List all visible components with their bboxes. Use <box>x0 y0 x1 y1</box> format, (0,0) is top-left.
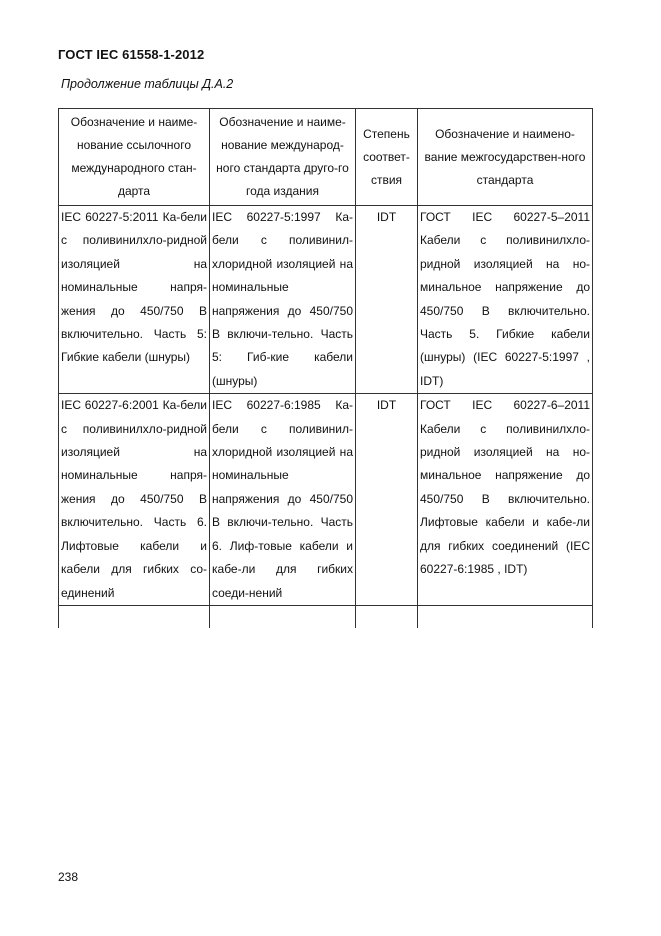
table-header-row <box>59 109 593 206</box>
document-code: ГОСТ IEC 61558-1-2012 <box>58 47 205 62</box>
interstate-standard-text: ГОСТ IEC 60227-5–2011 Кабели с поливинилхло-ридной изоляцией на но-минальное напряжение до 450/750 В включительно. Часть 5. Гибкие кабели (шнуры) <box>420 210 590 365</box>
table-row-empty <box>59 605 593 628</box>
interstate-standard-text: ГОСТ IEC 60227-6–2011 Кабели с поливинилхло-ридной изоляцией на но-минальное напряжение до 450/750 В включительно. Лифтовые кабели и кабе-ли для гибких соединений <box>420 398 590 553</box>
cell-other-year-standard: IEC 60227-5:1997 Ка-бели с поливинил-хлоридной изоляцией на номинальные напряжения до 450/750 В включи-тельно. Часть 5: Гиб-кие кабели (шнуры) <box>210 206 356 394</box>
cell-interstate-standard <box>418 206 593 394</box>
cell-degree: IDT <box>356 394 418 606</box>
interstate-standard-note: (IEC 60227-5:1997 , IDT) <box>420 350 590 388</box>
table-row <box>59 394 593 606</box>
header-interstate-standard: Обозначение и наимено-вание межгосударствен-ного стандарта <box>418 109 593 206</box>
empty-cell <box>418 605 593 628</box>
header-degree-of-correspondence: Степень соответ-ствия <box>356 109 418 206</box>
interstate-standard-note: (IEC 60227-6:1985 , IDT) <box>420 538 590 577</box>
table-continuation-caption: Продолжение таблицы Д.А.2 <box>61 77 234 91</box>
header-reference-standard: Обозначение и наиме-нование ссылочного международного стан-дарта <box>59 109 210 206</box>
empty-cell <box>59 605 210 628</box>
standards-table <box>58 108 593 628</box>
empty-cell <box>356 605 418 628</box>
page-number: 238 <box>58 870 79 884</box>
cell-reference-standard: IEC 60227-5:2011 Ка-бели с поливинилхло-ридной изоляцией на номинальные напря-жения до 450/750 В включительно. Часть 5: Гибкие кабели (шнуры) <box>59 206 210 394</box>
cell-reference-standard: IEC 60227-6:2001 Ка-бели с поливинилхло-ридной изоляцией на номинальные напря-жения до 450/750 В включительно. Часть 6. Лифтовые кабели и кабели для гибких со-единений <box>59 394 210 606</box>
cell-degree: IDT <box>356 206 418 394</box>
cell-other-year-standard: IEC 60227-6:1985 Ка-бели с поливинил-хлоридной изоляцией на номинальные напряжения до 450/750 В включи-тельно. Часть 6. Лиф-товые кабели и кабе-ли для гибких соеди-нений <box>210 394 356 606</box>
cell-interstate-standard <box>418 394 593 606</box>
table-row <box>59 206 593 394</box>
header-other-year-standard: Обозначение и наиме-нование международ-ного стандарта друго-го года издания <box>210 109 356 206</box>
empty-cell <box>210 605 356 628</box>
